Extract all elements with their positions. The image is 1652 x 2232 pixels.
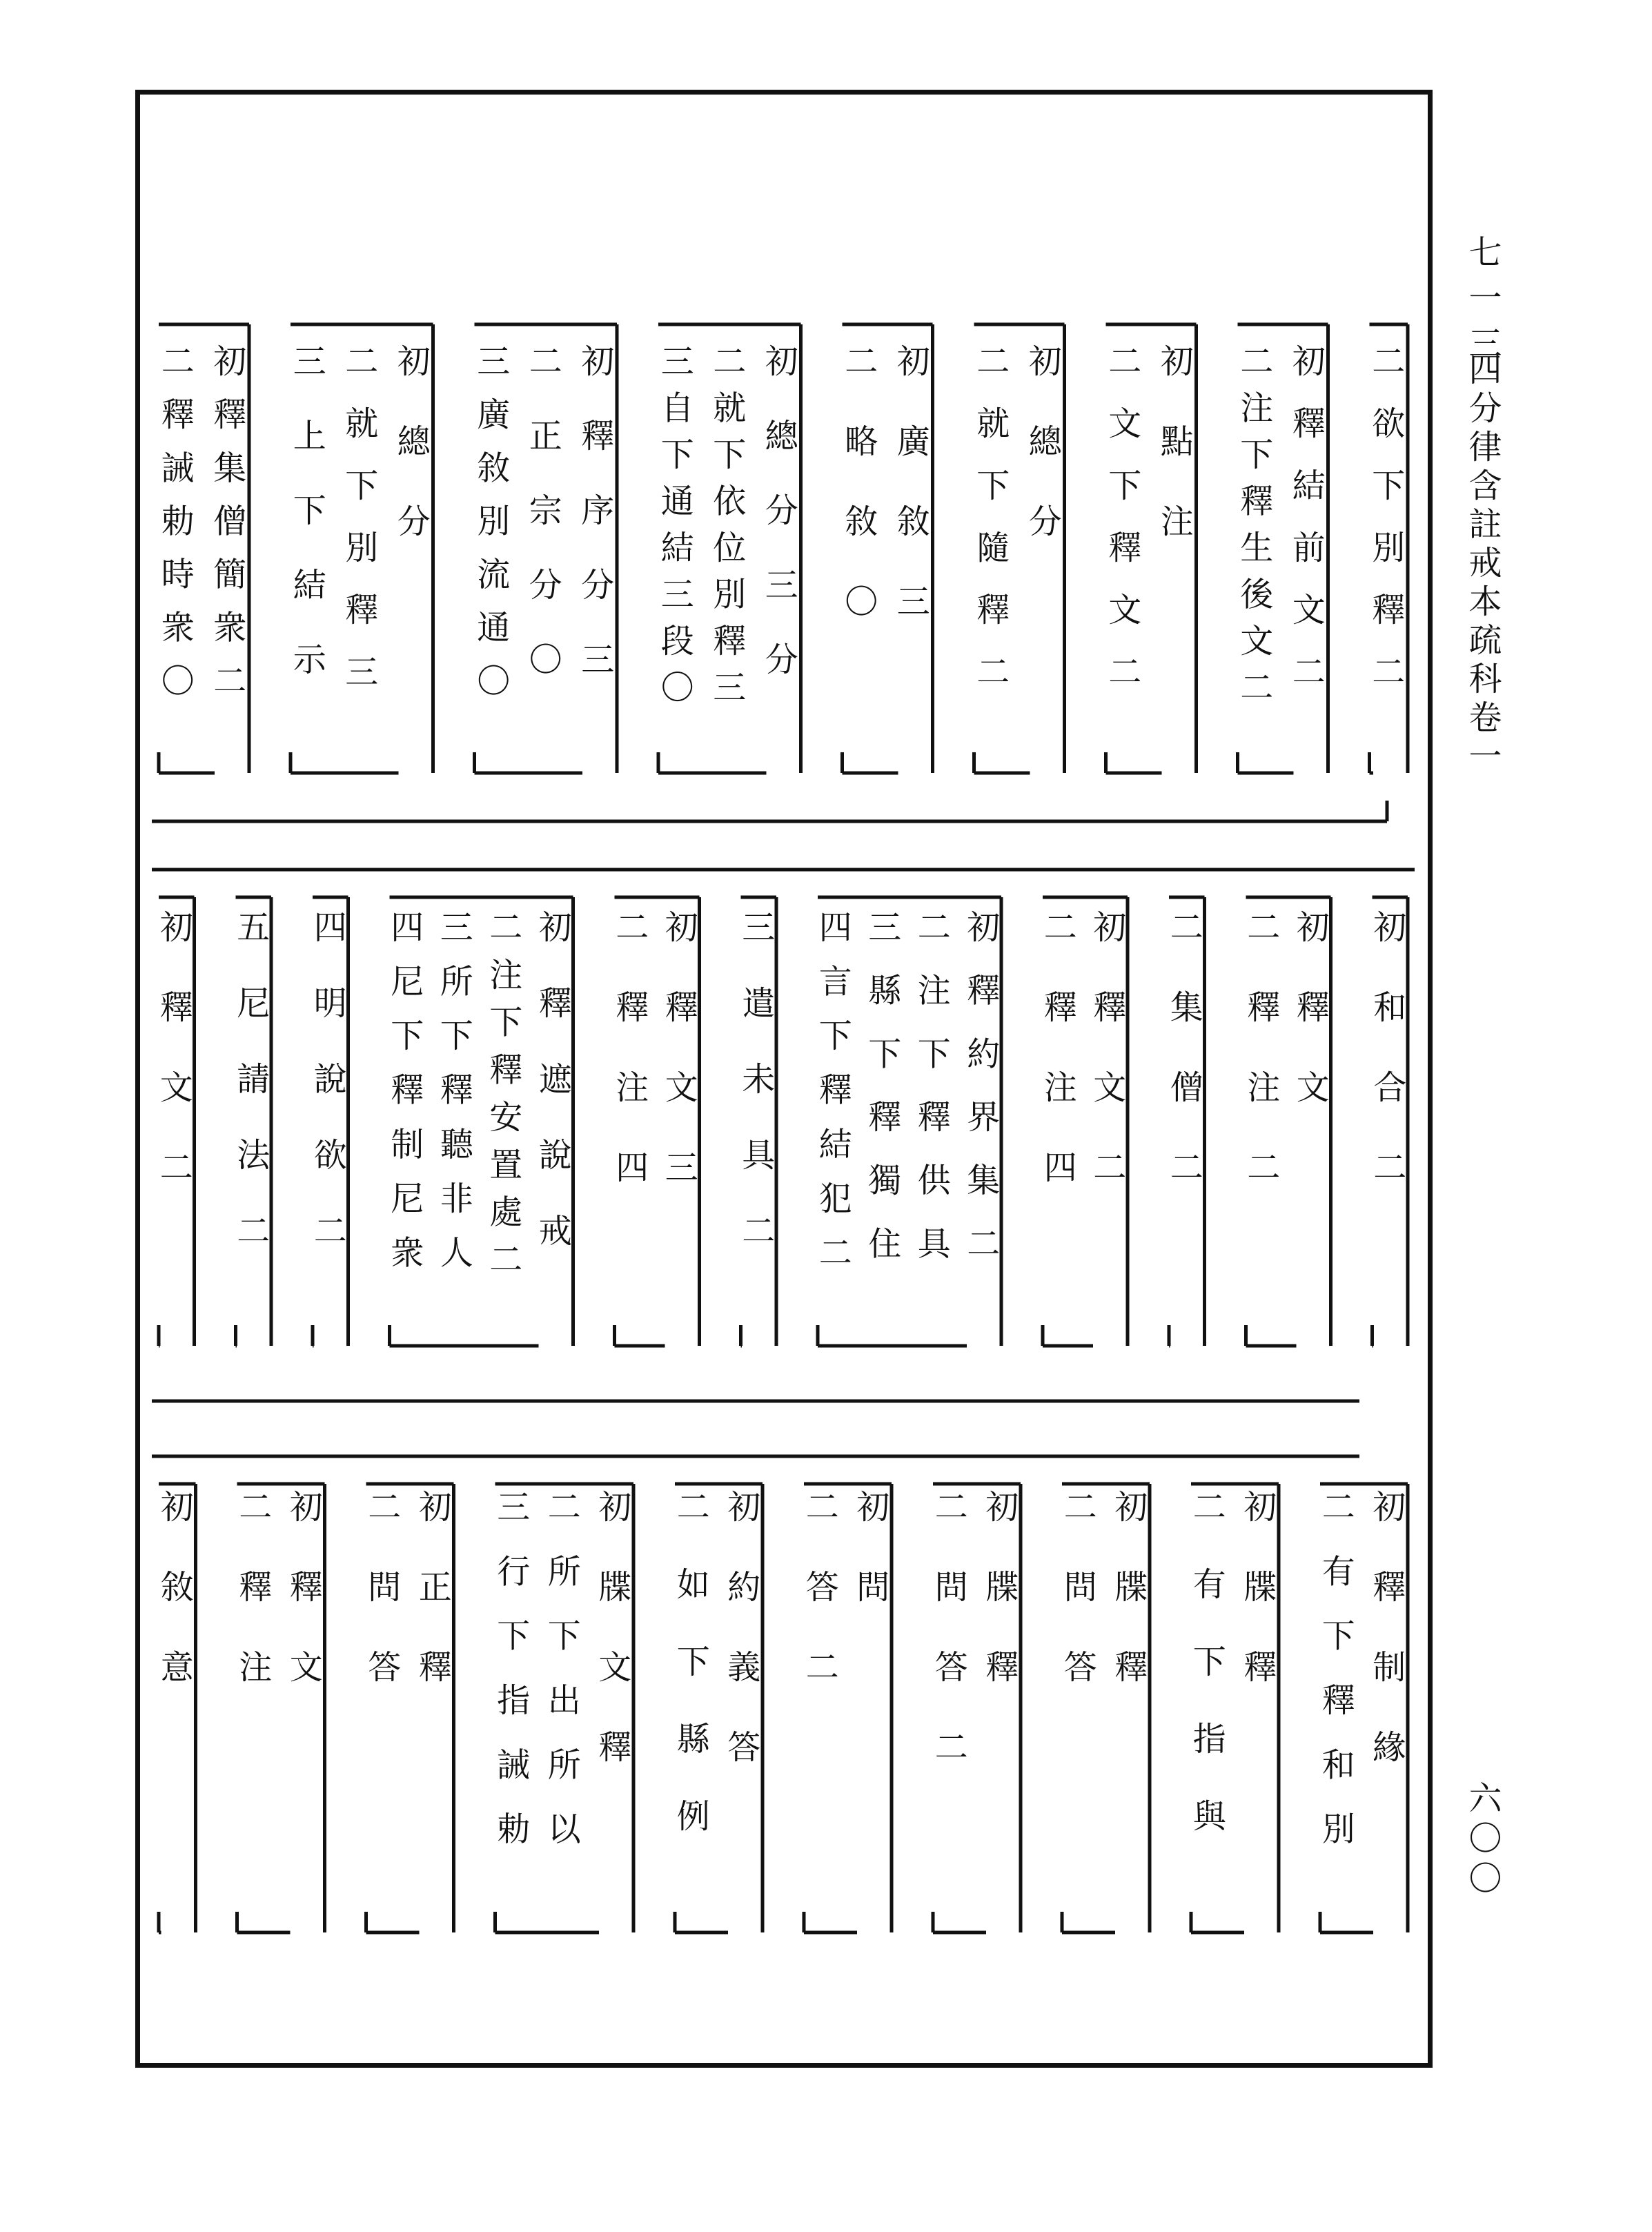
outline-entry: 初總分 xyxy=(1028,342,1062,541)
outline-entry: 三所下釋聽非人 xyxy=(440,908,473,1273)
outline-entry: 二集僧二 xyxy=(1170,908,1203,1187)
outline-entry: 二如下縣例 xyxy=(676,1488,710,1836)
outline-entry: 二釋注 xyxy=(239,1488,273,1687)
outline-entry: 三遣未具二 xyxy=(742,908,776,1251)
outline-entry: 二注下釋生後文二 xyxy=(1240,342,1274,707)
outline-entry: 三縣下釋獨住 xyxy=(868,908,902,1264)
outline-entry: 二就下依位別釋三 xyxy=(713,342,747,707)
outline-entry: 四言下釋結犯二 xyxy=(818,908,852,1273)
page-number: 六〇〇 xyxy=(1463,1781,1502,1901)
outline-entry: 初釋結前文二 xyxy=(1292,342,1326,692)
outline-entry: 三廣敘別流通〇 xyxy=(477,342,511,701)
outline-entry: 二釋誡勅時衆〇 xyxy=(161,342,195,701)
outline-entry: 初釋制緣 xyxy=(1373,1488,1406,1767)
outline-entry: 二有下釋和別 xyxy=(1321,1488,1355,1849)
outline-entry: 初釋文 xyxy=(1296,908,1330,1107)
outline-entry: 二略敘〇 xyxy=(845,342,878,621)
outline-entry: 二問答二 xyxy=(934,1488,968,1767)
outline-entry: 初和合二 xyxy=(1373,908,1407,1187)
outline-entry: 初釋文三 xyxy=(665,908,698,1187)
outline-entry: 三行下指誡勅 xyxy=(497,1488,531,1849)
outline-entry: 初正釋 xyxy=(418,1488,452,1687)
outline-entry: 二問答 xyxy=(368,1488,402,1687)
outline-entry: 初釋遮說戒 xyxy=(538,908,572,1251)
outline-entry: 初釋文二 xyxy=(159,908,193,1187)
outline-entry: 二正宗分〇 xyxy=(529,342,562,679)
outline-entry: 初牒文釋 xyxy=(598,1488,632,1767)
outline-entry: 二文下釋文二 xyxy=(1108,342,1142,692)
outline-entry: 初釋文二 xyxy=(1093,908,1127,1187)
book-title: 四分律含註戒本疏科卷一 xyxy=(1463,352,1502,777)
outline-entry: 三自下通結三段〇 xyxy=(660,342,694,707)
outline-entry: 初敘意 xyxy=(160,1488,194,1687)
outline-entry: 二有下指與 xyxy=(1192,1488,1226,1836)
outline-entry: 初點注 xyxy=(1160,342,1194,541)
outline-entry: 二所下出所以 xyxy=(547,1488,581,1849)
outline-entry: 初牒釋 xyxy=(1114,1488,1148,1687)
outline-entry: 二注下釋安置處二 xyxy=(489,908,523,1280)
outline-entry: 初總分 xyxy=(397,342,431,541)
outline-entry: 二釋注四 xyxy=(1043,908,1077,1187)
outline-entry: 二釋注二 xyxy=(1247,908,1281,1187)
section-number: 七一三 xyxy=(1463,235,1502,371)
outline-entry: 初釋約界集二 xyxy=(967,908,1001,1264)
outline-entry: 初問 xyxy=(856,1488,890,1607)
outline-entry: 二答二 xyxy=(805,1488,839,1687)
outline-entry: 四尼下釋制尼衆 xyxy=(391,908,424,1273)
outline-entry: 二就下隨釋二 xyxy=(976,342,1010,692)
outline-entry: 五尼請法二 xyxy=(237,908,271,1251)
outline-entry: 初約義答 xyxy=(727,1488,761,1767)
outline-entry: 初釋集僧簡衆二 xyxy=(213,342,247,701)
outline-entry: 二注下釋供具 xyxy=(917,908,951,1264)
outline-entry: 三上下結示 xyxy=(293,342,326,679)
outline-entry: 二欲下別釋二 xyxy=(1372,342,1406,692)
outline-entry: 初釋文 xyxy=(289,1488,323,1687)
outline-entry: 二釋注四 xyxy=(616,908,649,1187)
outline-entry: 二問答 xyxy=(1063,1488,1097,1687)
outline-entry: 初釋序分三 xyxy=(581,342,615,679)
outline-entry: 四明說欲二 xyxy=(313,908,347,1251)
outline-entry: 初總分三分 xyxy=(765,342,798,679)
outline-entry: 初廣敘三 xyxy=(896,342,930,621)
outline-entry: 初牒釋 xyxy=(1243,1488,1277,1687)
outline-entry: 二就下別釋三 xyxy=(345,342,379,692)
outline-entry: 初牒釋 xyxy=(985,1488,1019,1687)
